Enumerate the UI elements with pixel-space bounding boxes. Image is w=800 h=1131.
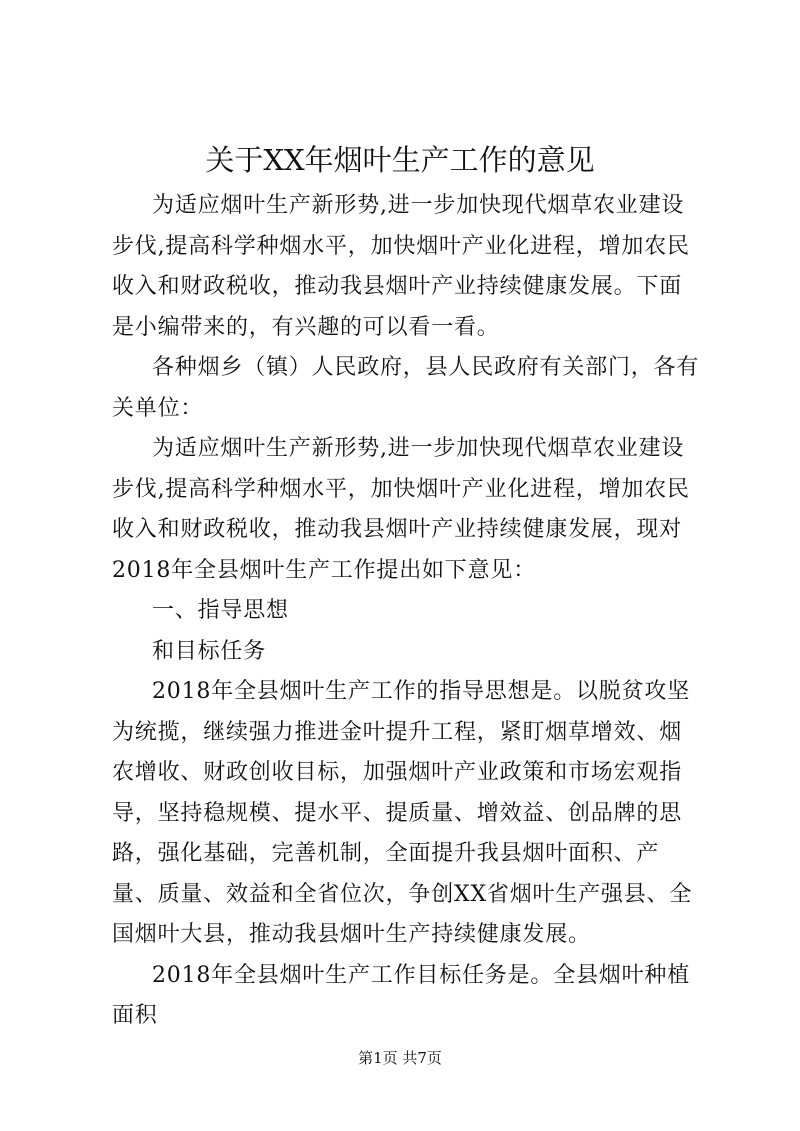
paragraph-salutation: 各种烟乡（镇）人民政府，县人民政府有关部门，各有关单位：: [112, 355, 700, 421]
document-title: 关于XX年烟叶生产工作的意见: [205, 143, 595, 177]
paragraph-purpose: 为适应烟叶生产新形势,进一步加快现代烟草农业建设步伐,提高科学种烟水平，加快烟叶产业化进程，增加农民收入和财政税收，推动我县烟叶产业持续健康发展，现对2018年全县烟叶生产工作提出如下意见：: [112, 436, 690, 583]
page-footer: 第1页 共7页: [358, 1049, 442, 1067]
paragraph-guiding-thought: 2018年全县烟叶生产工作的指导思想是。以脱贫攻坚为统揽，继续强力推进金叶提升工程，紧盯烟草增效、烟农增收、财政创收目标，加强烟叶产业政策和市场宏观指导，坚持稳规模、提水平、提质量、增效益、创品牌的思路，强化基础，完善机制，全面提升我县烟叶面积、产量、质量、效益和全省位次，争创XX省烟叶生产强县、全国烟叶大县，推动我县烟叶生产持续健康发展。: [112, 679, 693, 947]
section-heading-1: 一、指导思想: [152, 598, 289, 623]
section-heading-1-cont: 和目标任务: [152, 638, 267, 664]
paragraph-targets: 2018年全县烟叶生产工作目标任务是。全县烟叶种植面积: [112, 962, 690, 1028]
document-body: [112, 186, 704, 1037]
paragraph-intro: 为适应烟叶生产新形势,进一步加快现代烟草农业建设步伐,提高科学种烟水平，加快烟叶产业化进程，增加农民收入和财政税收，推动我县烟叶产业持续健康发展。下面是小编带来的，有兴趣的可以看一看。: [112, 193, 690, 340]
